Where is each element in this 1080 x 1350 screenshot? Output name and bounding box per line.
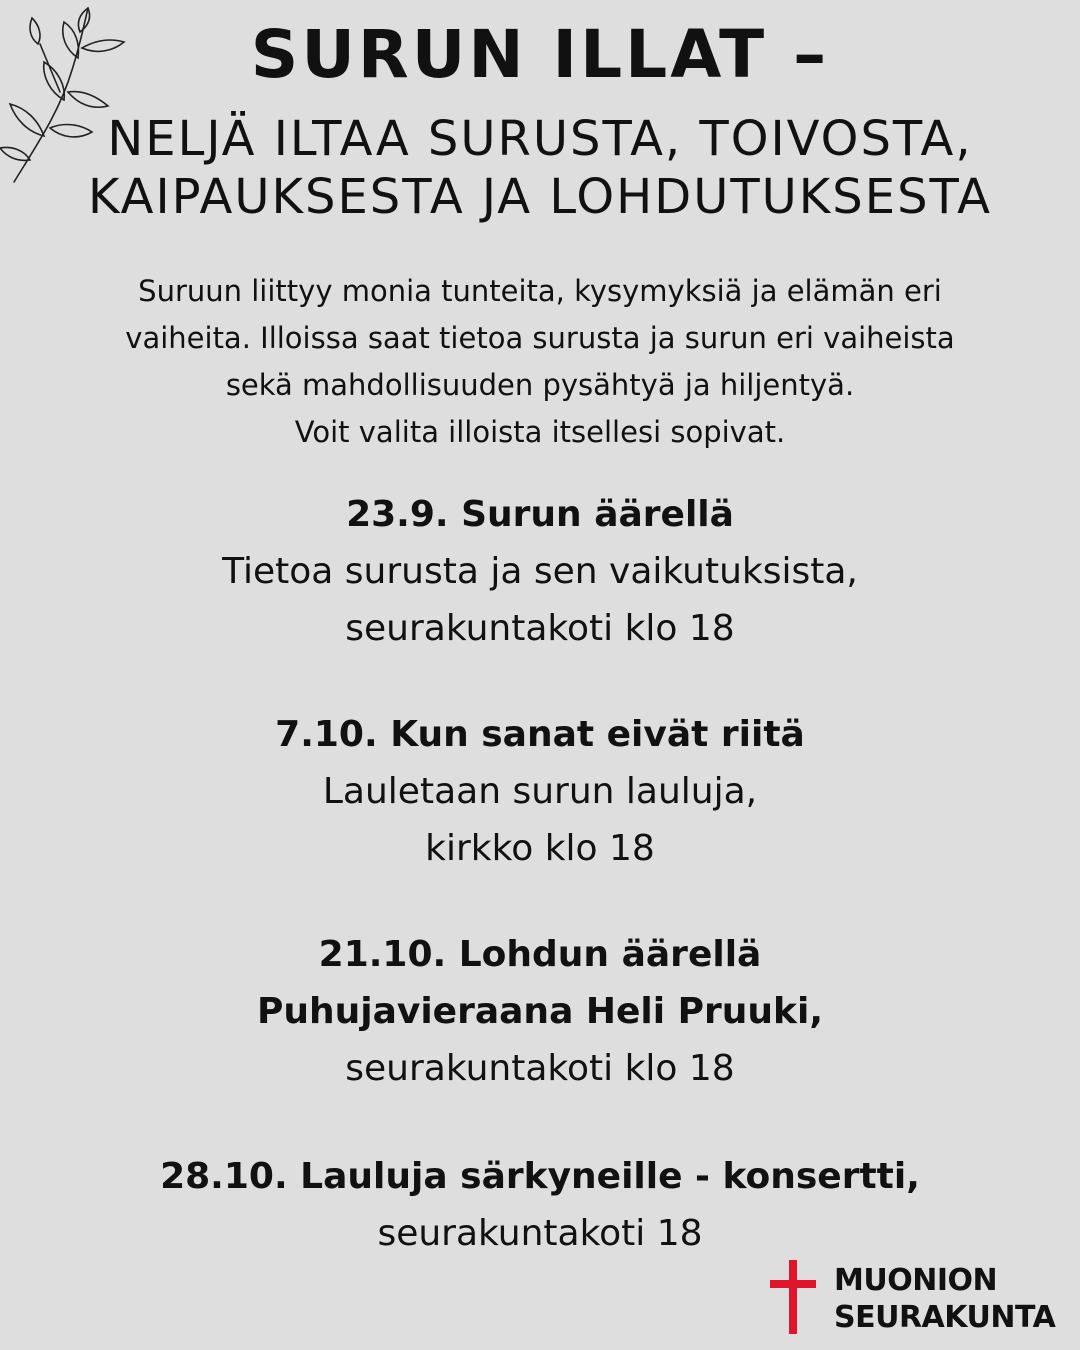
event-4 xyxy=(0,1148,1080,1262)
subtitle-line: KAIPAUKSESTA JA LOHDUTUKSESTA xyxy=(88,169,992,225)
event-title: 28.10. Lauluja särkyneille - konsertti, xyxy=(160,1156,920,1197)
intro-text xyxy=(40,268,1040,456)
intro-line: Suruun liittyy monia tunteita, kysymyksiä ja elämän eri xyxy=(138,274,942,308)
logo-line: SEURAKUNTA xyxy=(834,1300,1056,1335)
event-3 xyxy=(0,926,1080,1097)
event-location: seurakuntakoti klo 18 xyxy=(345,608,735,649)
cross-icon xyxy=(770,1260,816,1334)
subtitle-line: NELJÄ ILTAA SURUSTA, TOIVOSTA, xyxy=(107,111,973,167)
page-title: SURUN ILLAT – xyxy=(250,16,830,93)
muonio-parish-logo xyxy=(770,1260,1070,1340)
intro-line: vaiheita. Illoissa saat tietoa surusta ja surun eri vaiheista xyxy=(125,321,955,355)
intro-line: sekä mahdollisuuden pysähtyä ja hiljentyä. xyxy=(225,368,855,402)
event-location: kirkko klo 18 xyxy=(425,828,655,869)
intro-line: Voit valita illoista itsellesi sopivat. xyxy=(294,415,786,449)
event-title: 21.10. Lohdun äärellä xyxy=(318,934,762,975)
event-2 xyxy=(0,706,1080,877)
logo-text xyxy=(834,1262,1055,1336)
event-speaker: Puhujavieraana Heli Pruuki, xyxy=(256,991,824,1032)
event-description: Tietoa surusta ja sen vaikutuksista, xyxy=(222,551,858,592)
logo-line: MUONION xyxy=(834,1263,998,1298)
event-description: Lauletaan surun lauluja, xyxy=(322,771,758,812)
event-title: 7.10. Kun sanat eivät riitä xyxy=(275,714,805,755)
event-title: 23.9. Surun äärellä xyxy=(346,494,734,535)
event-location: seurakuntakoti klo 18 xyxy=(345,1048,735,1089)
event-location: seurakuntakoti 18 xyxy=(377,1213,703,1254)
page-subtitle xyxy=(40,110,1040,226)
event-1 xyxy=(0,486,1080,657)
